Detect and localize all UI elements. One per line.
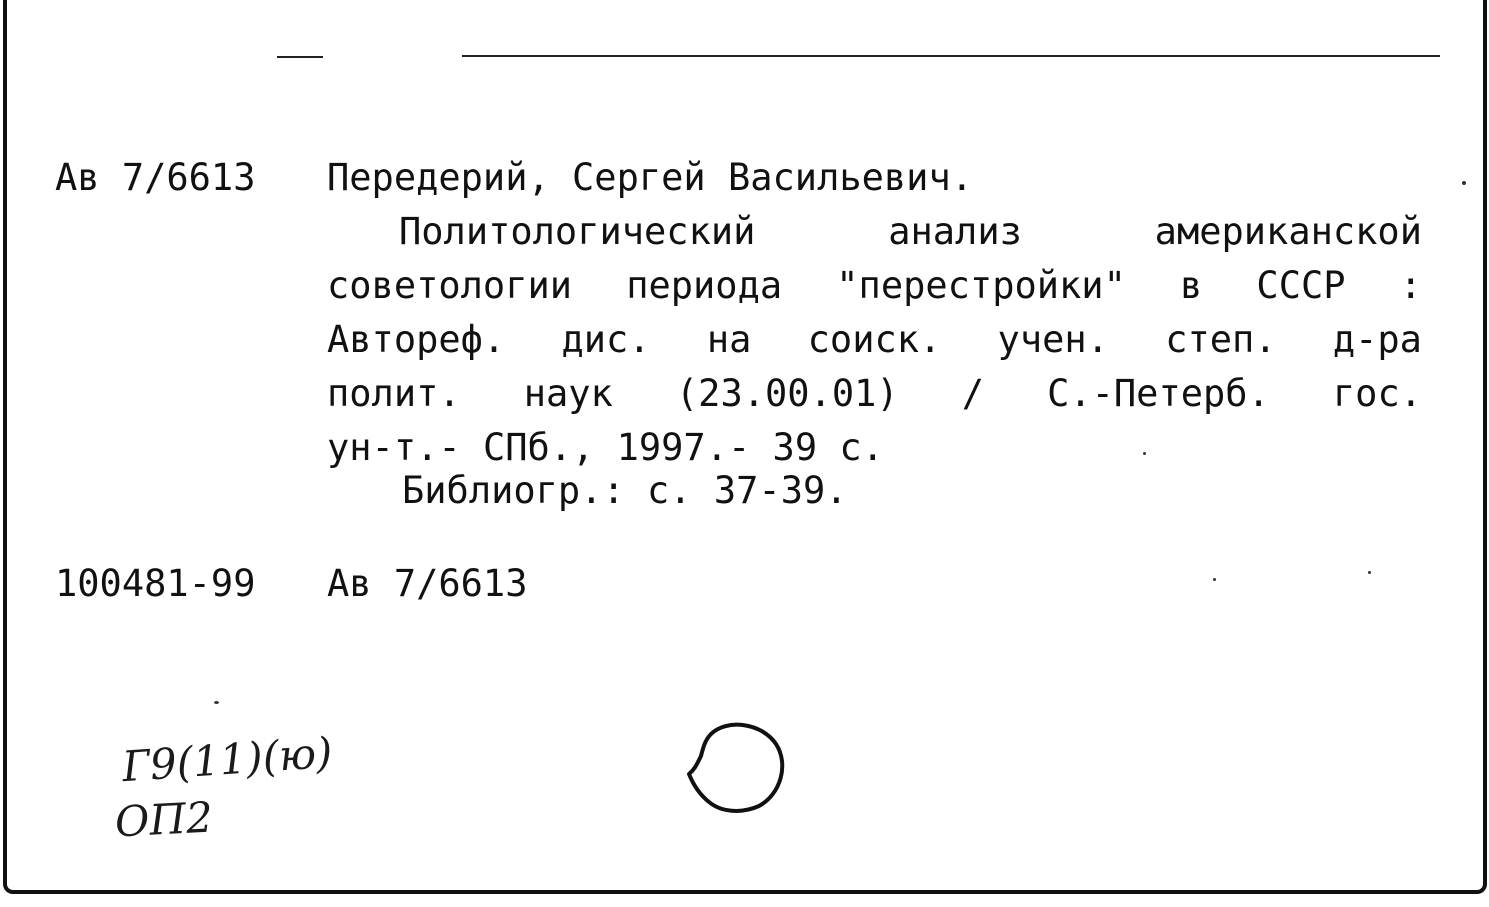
word: 1997.- bbox=[616, 426, 751, 469]
word: на bbox=[706, 318, 752, 361]
word: (23.00.01) bbox=[675, 372, 899, 415]
title-line-4 bbox=[327, 367, 1422, 421]
title-line-3 bbox=[327, 313, 1422, 367]
word: Автореф. bbox=[327, 318, 506, 361]
top-rule-long bbox=[462, 55, 1440, 57]
handwritten-mark: ОП2 bbox=[113, 792, 214, 847]
word: наук bbox=[523, 372, 613, 415]
title-line-1 bbox=[327, 205, 1422, 259]
title-description bbox=[327, 205, 1422, 475]
word: советологии bbox=[327, 264, 573, 307]
word: д-ра bbox=[1332, 318, 1422, 361]
handwritten-classification: Г9(11)(ю) bbox=[120, 727, 334, 792]
word: соиск. bbox=[807, 318, 942, 361]
word: в bbox=[1180, 264, 1203, 307]
word: "перестройки" bbox=[836, 264, 1126, 307]
word: анализ bbox=[888, 210, 1022, 253]
scan-speck bbox=[1143, 452, 1146, 455]
scan-speck bbox=[214, 701, 219, 704]
word: гос. bbox=[1332, 372, 1422, 415]
word: американской bbox=[1154, 210, 1422, 253]
punch-hole-circle bbox=[681, 714, 791, 824]
word: учен. bbox=[997, 318, 1109, 361]
scan-speck bbox=[1213, 578, 1216, 581]
word: СССР bbox=[1256, 264, 1346, 307]
inventory-call-number: Ав 7/6613 bbox=[327, 562, 528, 605]
word: периода bbox=[626, 264, 783, 307]
word: : bbox=[1399, 264, 1422, 307]
word: СПб., bbox=[482, 426, 595, 469]
title-line-2 bbox=[327, 259, 1422, 313]
scan-speck bbox=[1462, 181, 1466, 185]
word: Политологический bbox=[399, 210, 756, 253]
scan-speck bbox=[1368, 571, 1371, 574]
top-rule-short bbox=[277, 56, 323, 58]
word: степ. bbox=[1165, 318, 1277, 361]
call-number: Ав 7/6613 bbox=[55, 156, 256, 199]
word: / bbox=[961, 372, 984, 415]
word: ун-т.- bbox=[327, 426, 461, 469]
author-heading: Передерий, Сергей Васильевич. bbox=[327, 156, 974, 199]
word: 39 bbox=[772, 426, 818, 469]
word: с. bbox=[839, 426, 884, 469]
inventory-number: 100481-99 bbox=[55, 562, 256, 605]
word: полит. bbox=[327, 372, 461, 415]
word: С.-Петерб. bbox=[1047, 372, 1270, 415]
bibliography-note: Библиогр.: с. 37-39. bbox=[402, 469, 848, 512]
word: дис. bbox=[561, 318, 651, 361]
